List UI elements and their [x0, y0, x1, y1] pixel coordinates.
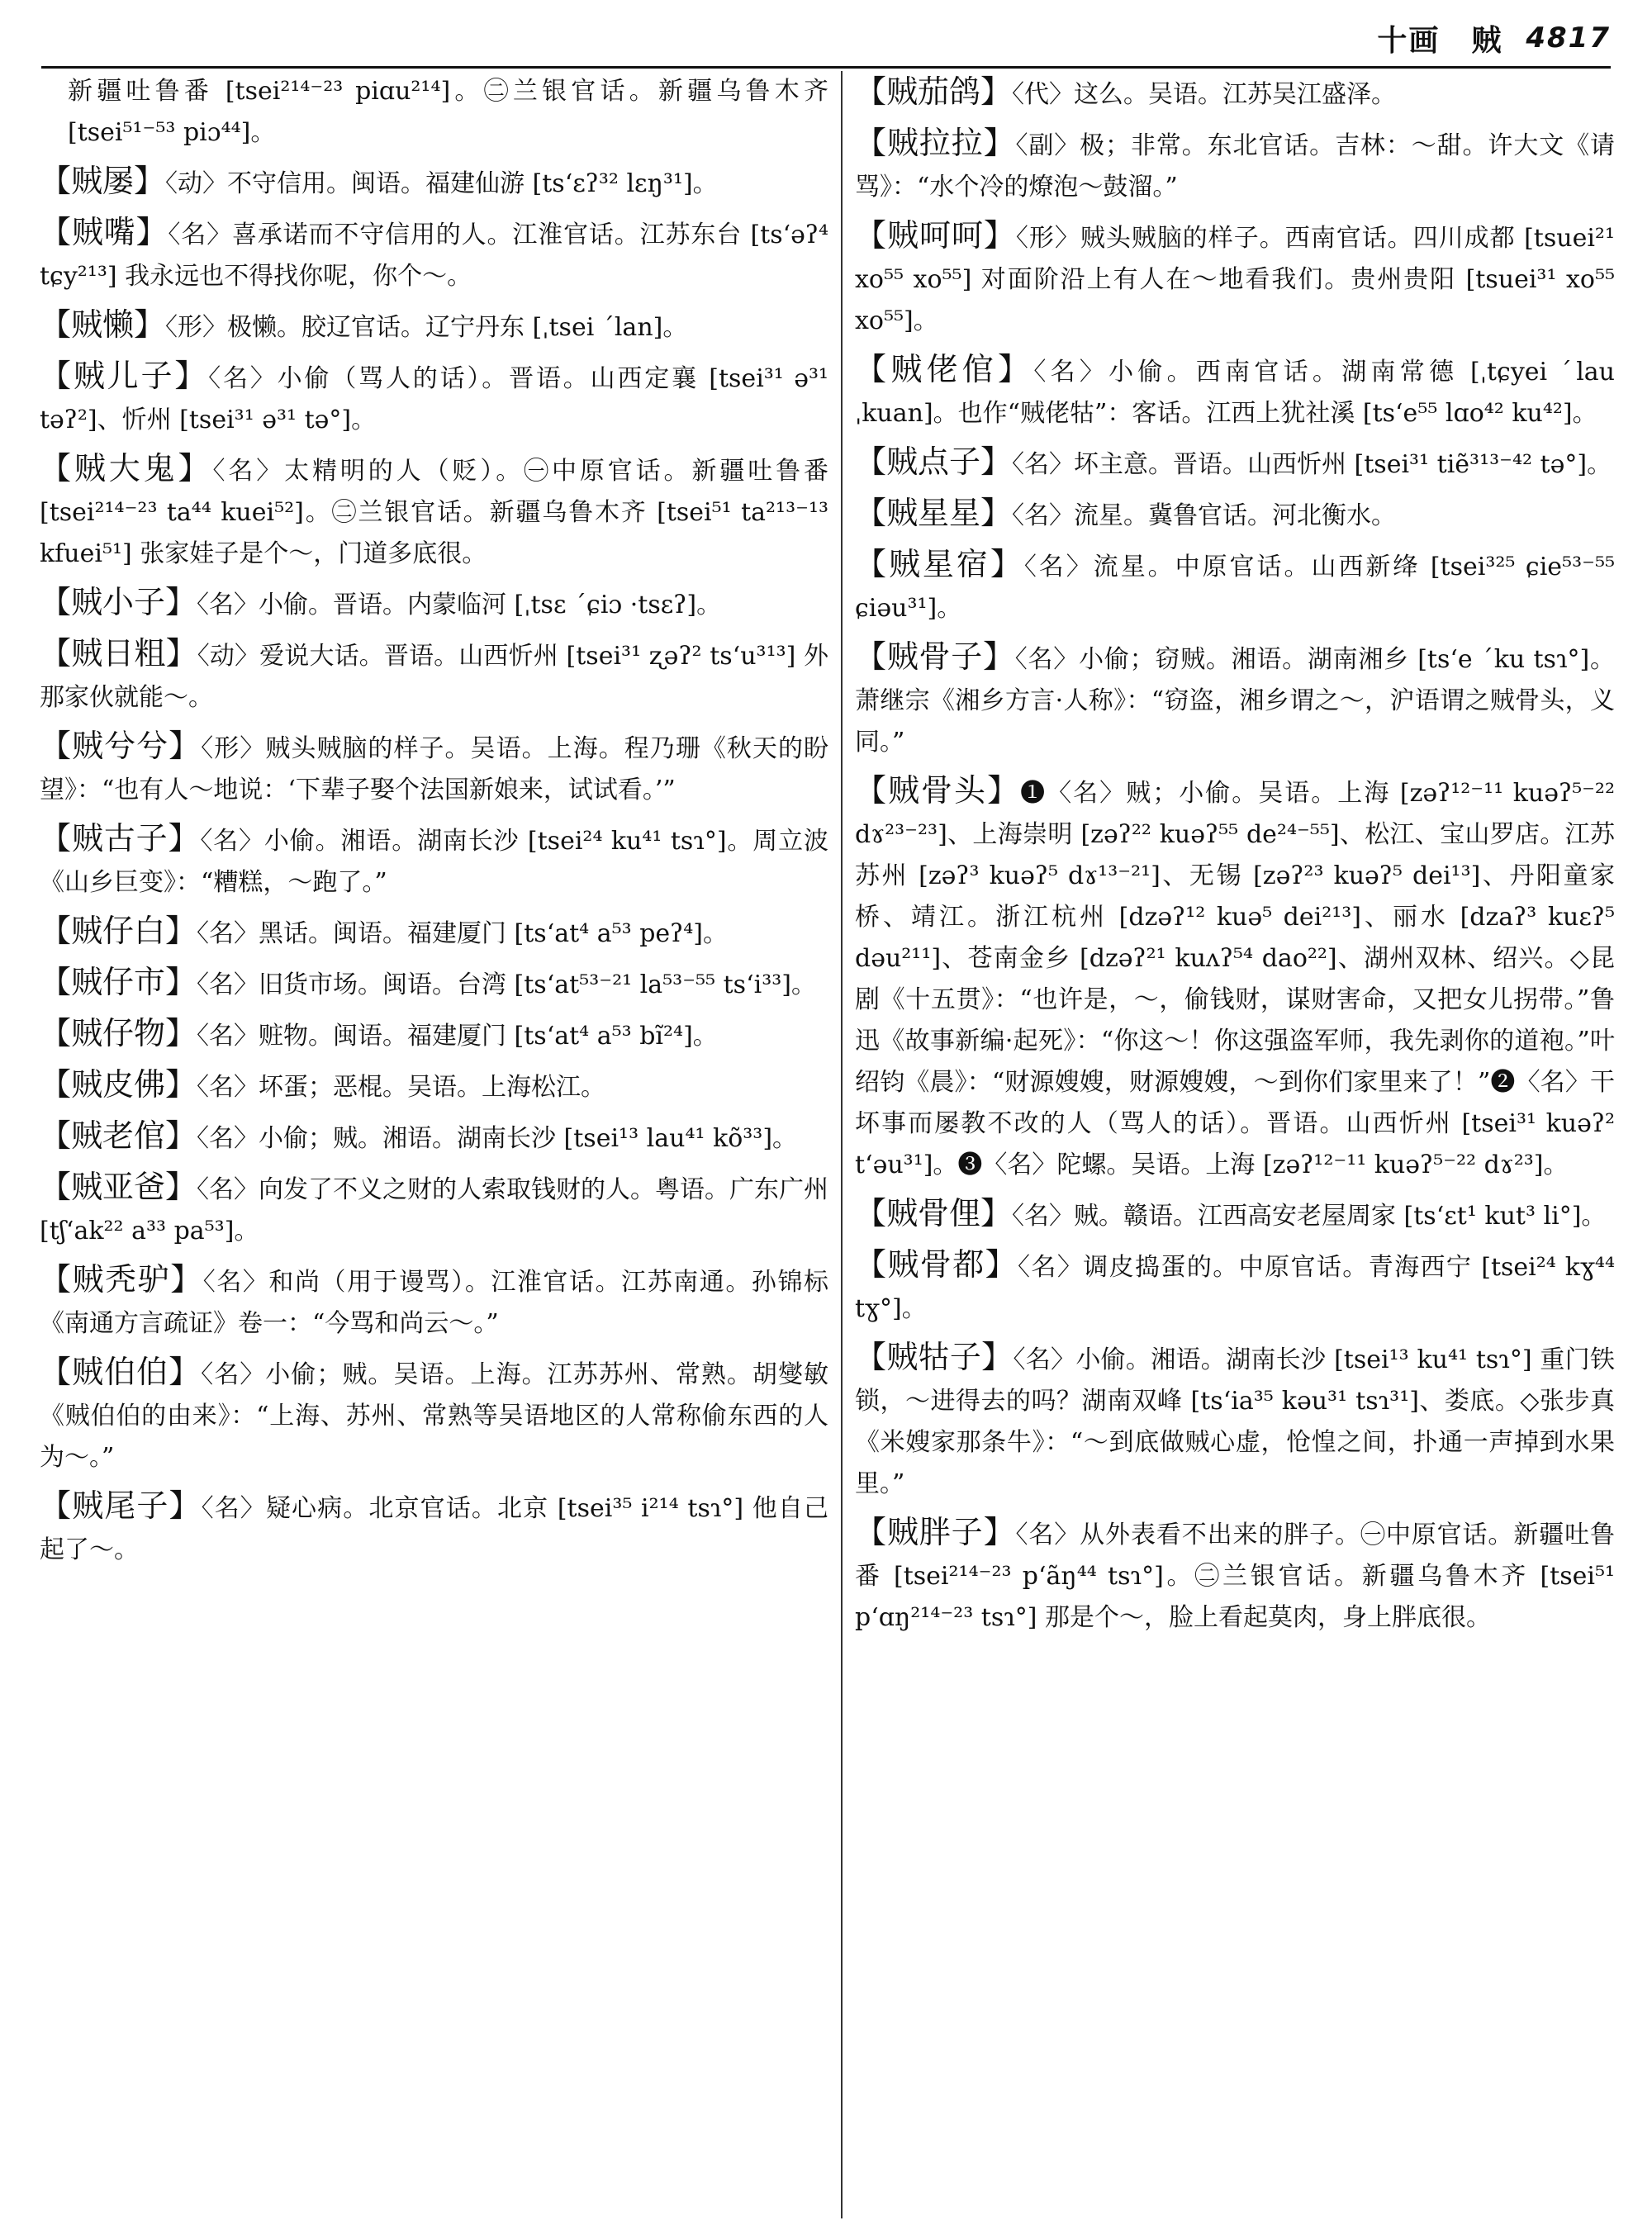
entry-part-of-speech: ❶〈名〉	[1020, 779, 1127, 808]
page-number: 4817	[1526, 21, 1611, 55]
entry-part-of-speech: 〈名〉	[168, 221, 232, 249]
entry-definition: 流星。中原官话。山西新绛 [tsei³²⁵ ɕie⁵³⁻⁵⁵ ɕiəu³¹]。	[855, 553, 1615, 623]
entry-headword: 【贼星宿】	[855, 546, 1024, 582]
dictionary-entry	[40, 448, 828, 575]
entry-definition: 小偷。晋语。内蒙临河 [ˌtsɛ ˊɕiɔ ·tsɛʔ]。	[259, 591, 722, 619]
dictionary-entry	[855, 636, 1615, 763]
entry-part-of-speech: 〈名〉	[202, 1268, 269, 1297]
header-rule	[41, 66, 1611, 69]
entry-headword: 【贼仔白】	[40, 913, 197, 949]
entry-part-of-speech: 〈名〉	[197, 591, 259, 619]
entry-headword: 【贼懒】	[40, 306, 166, 343]
entry-part-of-speech: 〈名〉	[197, 1124, 259, 1153]
entry-part-of-speech: 〈形〉	[201, 734, 266, 763]
entry-headword: 【贼老倌】	[40, 1117, 197, 1154]
entry-headword: 【贼兮兮】	[40, 728, 202, 764]
entry-definition: 贼头贼脑的样子。西南官话。四川成都 [tsuei²¹ xo⁵⁵ xo⁵⁵] 对面阶沿上有人在～地看我们。贵州贵阳 [tsuei³¹ xo⁵⁵ xo⁵⁵]。	[855, 224, 1615, 335]
entry-headword: 【贼亚爸】	[40, 1169, 197, 1205]
entry-definition: 爱说大话。晋语。山西忻州 [tsei³¹ ʐəʔ² tsʻu³¹³] 外那家伙就能～。	[40, 642, 828, 712]
entry-definition: 小偷。湘语。湖南长沙 [tsei¹³ ku⁴¹ tsɿ°] 重门铁锁，～进得去的吗？湖南双峰 [tsʻia³⁵ kəu³¹ tsɿ³¹]、娄底。◇张步真《米嫂家那条牛》：“～到底做贼心虚，怆惶之间，扑通一声掉到水果里。”	[855, 1345, 1615, 1498]
dictionary-entry	[40, 71, 828, 154]
dictionary-entry	[40, 818, 828, 904]
entry-definition: 从外表看不出来的胖子。㊀中原官话。新疆吐鲁番 [tsei²¹⁴⁻²³ pʻãŋ⁴⁴ tsɿ°]。㊁兰银官话。新疆乌鲁木齐 [tsei⁵¹ pʻɑŋ²¹⁴⁻²³ tsɿ°] 那是个～，脸上看起莫肉，身上胖底很。	[855, 1521, 1615, 1632]
dictionary-entry	[40, 1013, 828, 1057]
dictionary-entry	[855, 1511, 1615, 1639]
entry-part-of-speech: 〈名〉	[197, 1022, 259, 1051]
entry-definition: 小偷；窃贼。湘语。湖南湘乡 [tsʻe ˊku tsɿ°]。萧继宗《湘乡方言·人称》：“窃盗，湘乡谓之～，沪语谓之贼骨头，义同。”	[855, 645, 1615, 757]
entry-part-of-speech: 〈名〉	[1014, 645, 1080, 674]
entry-definition: 小偷；贼。吴语。上海。江苏苏州、常熟。胡燮敏《贼伯伯的由来》：“上海、苏州、常熟等吴语地区的人常称偷东西的人为～。”	[40, 1360, 828, 1472]
entry-definition: 小偷；贼。湘语。湖南长沙 [tsei¹³ lau⁴¹ kõ³³]。	[259, 1124, 798, 1153]
entry-definition: 坏主意。晋语。山西忻州 [tsei³¹ tiẽ³¹³⁻⁴² tə°]。	[1074, 450, 1612, 479]
entry-part-of-speech: 〈形〉	[165, 313, 228, 342]
entry-headword: 【贼骨俚】	[855, 1195, 1013, 1231]
entry-definition: 调皮捣蛋的。中原官话。青海西宁 [tsei²⁴ kɣ⁴⁴ tɣ°]。	[855, 1253, 1615, 1323]
entry-headword: 【贼骨都】	[855, 1246, 1018, 1283]
entry-headword: 【贼大鬼】	[40, 450, 213, 486]
entry-definition: 新疆吐鲁番 [tsei²¹⁴⁻²³ piɑu²¹⁴]。㊁兰银官话。新疆乌鲁木齐 [tsei⁵¹⁻⁵³ piɔ⁴⁴]。	[68, 77, 828, 147]
dictionary-entry	[40, 1064, 828, 1108]
entry-headword: 【贼屡】	[40, 163, 166, 199]
entry-part-of-speech: 〈名〉	[1013, 1345, 1076, 1374]
entry-definition: 贼；小偷。吴语。上海 [zəʔ¹²⁻¹¹ kuəʔ⁵⁻²² dɤ²³⁻²³]、上海崇明 [zəʔ²² kuəʔ⁵⁵ de²⁴⁻⁵⁵]、松江、宝山罗店。江苏苏州 [zəʔ³ kuəʔ⁵ dɤ¹³⁻²¹]、无锡 [zəʔ²³ kuəʔ⁵ dei¹³]、丹阳童家桥、靖江。浙江杭州 [dzəʔ¹² kuə⁵ dei²¹³]、丽水 [dzaʔ³ kuɛʔ⁵ dəu²¹¹]、苍南金乡 [dzəʔ²¹ kuʌʔ⁵⁴ dao²²]、湖州双林、绍兴。◇昆剧《十五贯》：“也许是，～，偷钱财，谋财害命，又把女儿拐带。”鲁迅《故事新编·起死》：“你这～！你这强盗军师，我先剥你的道袍。”叶绍钧《晨》：“财源嫂嫂，财源嫂嫂，～到你们家里来了！”❷〈名〉干坏事而屡教不改的人（骂人的话）。晋语。山西忻州 [tsei³¹ kuəʔ² tʻəu³¹]。❸〈名〉陀螺。吴语。上海 [zəʔ¹²⁻¹¹ kuəʔ⁵⁻²² dɤ²³]。	[855, 779, 1615, 1179]
entry-part-of-speech: 〈名〉	[197, 970, 259, 999]
entry-part-of-speech: 〈名〉	[1012, 450, 1075, 479]
dictionary-entry	[40, 1166, 828, 1252]
entry-headword: 【贼星星】	[855, 495, 1013, 531]
entry-headword: 【贼古子】	[40, 820, 201, 856]
dictionary-entry	[40, 633, 828, 719]
entry-part-of-speech: 〈名〉	[197, 1073, 259, 1102]
entry-definition: 极；非常。东北官话。吉林：～甜。许大文《请骂》：“水个冷的燎泡～鼓溜。”	[855, 131, 1615, 202]
entry-headword: 【贼拉拉】	[855, 125, 1016, 161]
dictionary-entry	[40, 355, 828, 441]
entry-headword: 【贼茄鸽】	[855, 74, 1013, 110]
entry-definition: 喜承诺而不守信用的人。江淮官话。江苏东台 [tsʻəʔ⁴ tɕy²¹³] 我永远也不得找你呢，你个～。	[40, 221, 828, 291]
entry-headword: 【贼日粗】	[40, 635, 197, 671]
entry-headword: 【贼秃驴】	[40, 1261, 203, 1298]
entry-headword: 【贼牯子】	[855, 1339, 1014, 1375]
dictionary-entry	[855, 1193, 1615, 1237]
dictionary-entry	[855, 1336, 1615, 1505]
entry-definition: 向发了不义之财的人索取钱财的人。粤语。广东广州 [tʃʻak²² a³³ pa⁵³]。	[40, 1175, 828, 1245]
entry-definition: 黑话。闽语。福建厦门 [tsʻat⁴ a⁵³ peʔ⁴]。	[259, 919, 728, 948]
entry-headword: 【贼儿子】	[40, 358, 209, 394]
entry-headword: 【贼呵呵】	[855, 217, 1016, 254]
dictionary-entry	[40, 961, 828, 1006]
entry-part-of-speech: 〈动〉	[165, 169, 228, 198]
entry-definition: 坏蛋；恶棍。吴语。上海松江。	[259, 1073, 606, 1102]
entry-part-of-speech: 〈名〉	[1012, 1202, 1075, 1231]
entry-definition: 流星。冀鲁官话。河北衡水。	[1074, 501, 1397, 530]
entry-headword: 【贼胖子】	[855, 1514, 1016, 1550]
entry-definition: 贼。赣语。江西高安老屋周家 [tsʻɛt¹ kut³ li°]。	[1074, 1202, 1607, 1231]
entry-headword: 【贼皮佛】	[40, 1066, 197, 1103]
dictionary-entry	[40, 211, 828, 297]
dictionary-entry	[855, 71, 1615, 116]
dictionary-entry	[40, 160, 828, 205]
entry-definition: 疑心病。北京官话。北京 [tsei³⁵ i²¹⁴ tsɿ°] 他自己起了～。	[40, 1494, 828, 1564]
dictionary-entry	[40, 1485, 828, 1571]
left-column	[40, 71, 828, 2210]
entry-headword: 【贼伯伯】	[40, 1354, 202, 1390]
entry-definition: 这么。吴语。江苏吴江盛泽。	[1074, 80, 1397, 109]
entry-part-of-speech: 〈副〉	[1015, 131, 1080, 160]
entry-part-of-speech: 〈名〉	[197, 1175, 259, 1204]
entry-definition: 贼头贼脑的样子。吴语。上海。程乃珊《秋天的盼望》：“也有人～地说：‘下辈子娶个法国新娘来，试试看。’”	[40, 734, 828, 804]
page-header	[41, 15, 1611, 61]
entry-definition: 赃物。闽语。福建厦门 [tsʻat⁴ a⁵³ bĩ²⁴]。	[259, 1022, 718, 1051]
entry-headword: 【贼骨子】	[855, 638, 1015, 675]
entry-definition: 旧货市场。闽语。台湾 [tsʻat⁵³⁻²¹ la⁵³⁻⁵⁵ tsʻi³³]。	[259, 970, 816, 999]
dictionary-entry	[40, 725, 828, 811]
dictionary-entry	[40, 910, 828, 955]
entry-part-of-speech: 〈名〉	[208, 364, 278, 393]
entry-part-of-speech: 〈名〉	[212, 457, 285, 486]
dictionary-entry	[855, 492, 1615, 537]
dictionary-entry	[855, 441, 1615, 486]
entry-part-of-speech: 〈形〉	[1015, 224, 1080, 253]
entry-part-of-speech: 〈名〉	[1015, 1521, 1080, 1549]
entry-definition: 小偷（骂人的话）。晋语。山西定襄 [tsei³¹ ə³¹ təʔ²]、忻州 [tsei³¹ ə³¹ tə°]。	[40, 364, 828, 434]
header-title: 十画 贼	[1377, 22, 1503, 58]
entry-headword: 【贼仔物】	[40, 1015, 197, 1051]
entry-headword: 【贼仔市】	[40, 964, 197, 1000]
dictionary-entry	[855, 122, 1615, 208]
entry-definition: 小偷。湘语。湖南长沙 [tsei²⁴ ku⁴¹ tsɿ°]。周立波《山乡巨变》：“糟糕，～跑了。”	[40, 827, 828, 897]
entry-part-of-speech: 〈名〉	[1018, 1253, 1084, 1282]
column-divider	[841, 71, 843, 2218]
entry-part-of-speech: 〈代〉	[1012, 80, 1075, 109]
entry-definition: 太精明的人（贬）。㊀中原官话。新疆吐鲁番 [tsei²¹⁴⁻²³ ta⁴⁴ kuei⁵²]。㊁兰银官话。新疆乌鲁木齐 [tsei⁵¹ ta²¹³⁻¹³ kfuei⁵¹] 张家娃子是个～，门道多底很。	[40, 457, 828, 568]
dictionary-entry	[40, 1351, 828, 1478]
dictionary-entry	[40, 304, 828, 349]
entry-definition: 不守信用。闽语。福建仙游 [tsʻɛʔ³² lɛŋ³¹]。	[227, 169, 718, 198]
dictionary-entry	[40, 581, 828, 626]
entry-definition: 小偷。西南官话。湖南常德 [ˌtɕyei ˊlau ˌkuan]。也作“贼佬牯”：客话。江西上犹社溪 [tsʻe⁵⁵ lɑo⁴² ku⁴²]。	[855, 358, 1615, 428]
dictionary-entry	[855, 215, 1615, 342]
entry-part-of-speech: 〈名〉	[1033, 358, 1109, 387]
entry-part-of-speech: 〈名〉	[200, 827, 264, 856]
entry-part-of-speech: 〈名〉	[1023, 553, 1094, 581]
dictionary-entry	[40, 1115, 828, 1160]
entry-part-of-speech: 〈动〉	[197, 642, 260, 671]
right-column	[855, 71, 1615, 2210]
entry-headword: 【贼佬倌】	[855, 351, 1034, 387]
entry-part-of-speech: 〈名〉	[1012, 501, 1075, 530]
entry-headword: 【贼嘴】	[40, 214, 169, 250]
entry-definition: 极懒。胶辽官话。辽宁丹东 [ˌtsei ˊlan]。	[227, 313, 688, 342]
dictionary-entry	[855, 349, 1615, 434]
dictionary-entry	[855, 543, 1615, 629]
dictionary-entry	[40, 1259, 828, 1345]
entry-part-of-speech: 〈名〉	[201, 1360, 266, 1389]
entry-definition: 和尚（用于谩骂）。江淮官话。江苏南通。孙锦标《南通方言疏证》卷一：“今骂和尚云～。”	[40, 1268, 828, 1338]
dictionary-entry	[855, 770, 1615, 1186]
entry-part-of-speech: 〈名〉	[201, 1494, 266, 1523]
entry-headword: 【贼小子】	[40, 584, 197, 620]
entry-headword: 【贼点子】	[855, 444, 1013, 480]
entry-part-of-speech: 〈名〉	[197, 919, 259, 948]
entry-headword: 【贼骨头】	[855, 772, 1021, 809]
dictionary-entry	[855, 1244, 1615, 1330]
entry-headword: 【贼尾子】	[40, 1487, 202, 1524]
